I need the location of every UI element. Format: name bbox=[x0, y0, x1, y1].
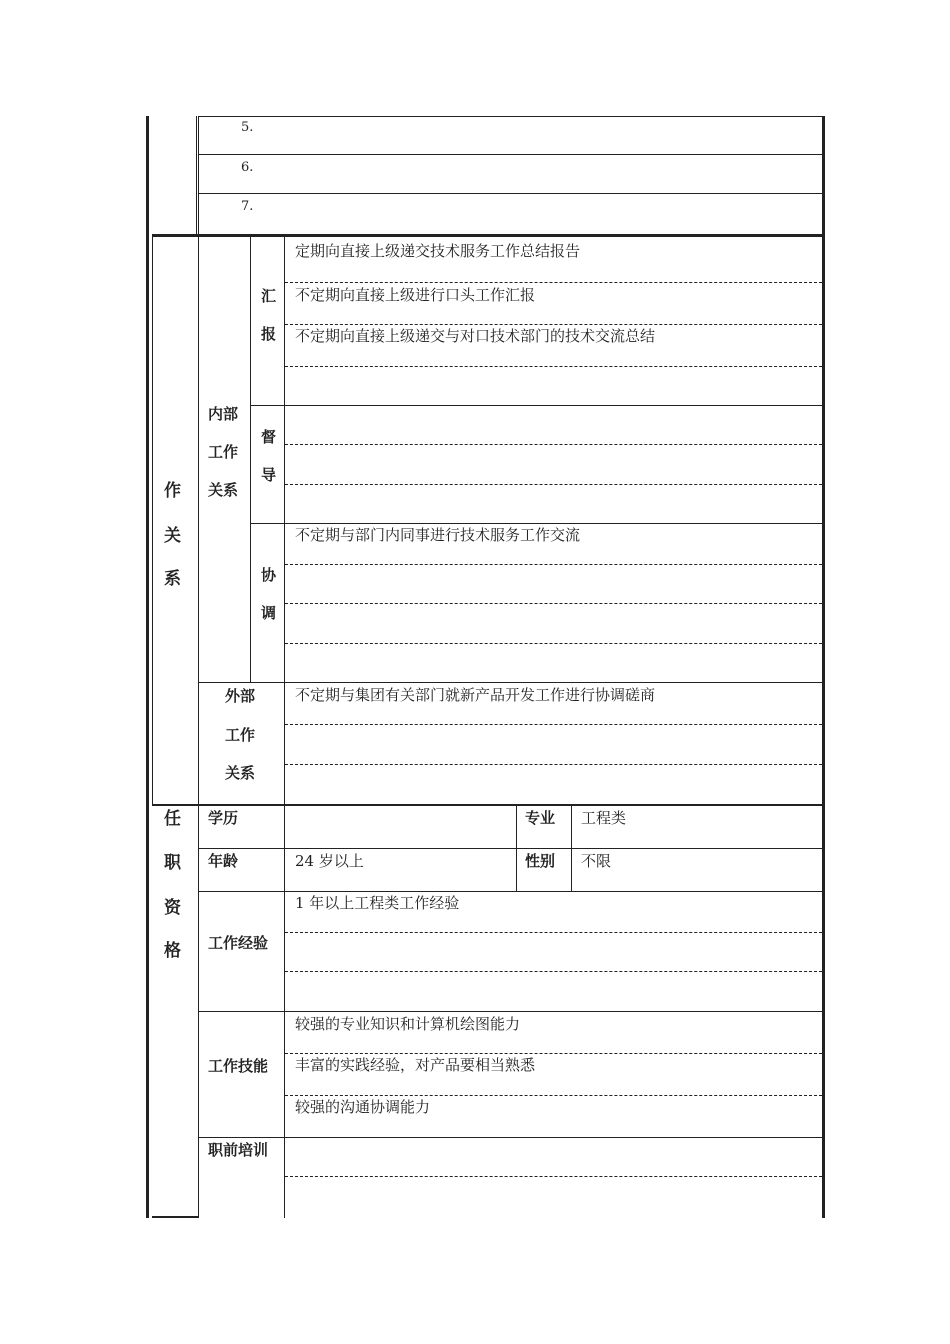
section-separator bbox=[152, 234, 822, 237]
external-relations-label: 外部 bbox=[225, 687, 256, 705]
internal-relations-label: 工作 bbox=[208, 443, 239, 461]
section-title-char: 关 bbox=[164, 526, 181, 546]
row-number-6: 6. bbox=[241, 160, 254, 175]
supervise-label: 督 bbox=[261, 428, 277, 446]
row-number-7: 7. bbox=[241, 199, 254, 214]
dashed-line bbox=[285, 1095, 822, 1096]
dashed-line bbox=[285, 971, 822, 972]
age-value: 24 岁以上 bbox=[295, 852, 364, 870]
coordinate-label: 协 bbox=[261, 566, 277, 584]
report-label: 报 bbox=[261, 325, 277, 343]
row-line bbox=[250, 405, 822, 406]
column-line bbox=[196, 116, 197, 236]
dashed-line bbox=[285, 932, 822, 933]
report-label: 汇 bbox=[261, 287, 277, 305]
internal-relations-label: 关系 bbox=[208, 481, 239, 499]
internal-relations-label: 内部 bbox=[208, 405, 239, 423]
gender-label: 性别 bbox=[525, 852, 556, 870]
right-border bbox=[822, 116, 825, 1218]
dashed-line bbox=[285, 643, 822, 644]
experience-item: 1 年以上工程类工作经验 bbox=[295, 894, 460, 912]
external-item: 不定期与集团有关部门就新产品开发工作进行协调磋商 bbox=[295, 686, 656, 704]
column-line bbox=[284, 236, 285, 1218]
row-line bbox=[199, 1011, 822, 1012]
skills-item: 较强的专业知识和计算机绘图能力 bbox=[295, 1015, 521, 1033]
major-label: 专业 bbox=[525, 809, 556, 827]
skills-item: 丰富的实践经验，对产品要相当熟悉 bbox=[295, 1056, 536, 1074]
left-border bbox=[146, 116, 149, 1218]
dashed-line bbox=[285, 603, 822, 604]
dashed-line bbox=[285, 724, 822, 725]
skills-item: 较强的沟通协调能力 bbox=[295, 1098, 431, 1116]
training-label: 职前培训 bbox=[208, 1141, 269, 1159]
dashed-line bbox=[285, 444, 822, 445]
dashed-line bbox=[285, 764, 822, 765]
column-line bbox=[571, 806, 572, 892]
bottom-line bbox=[152, 1216, 198, 1218]
external-relations-label: 工作 bbox=[225, 726, 256, 744]
section-title-char: 任 bbox=[164, 809, 181, 829]
section-separator bbox=[152, 804, 822, 806]
skills-label: 工作技能 bbox=[208, 1057, 269, 1075]
section-title-char: 资 bbox=[164, 898, 181, 918]
age-label: 年龄 bbox=[208, 852, 239, 870]
section-title-char: 系 bbox=[164, 569, 181, 589]
row-line bbox=[199, 891, 822, 892]
dashed-line bbox=[285, 1176, 822, 1177]
row-line bbox=[199, 682, 822, 683]
row-line bbox=[199, 848, 822, 849]
row-line bbox=[199, 193, 822, 194]
section-title-char: 格 bbox=[164, 941, 181, 961]
left-border-inner bbox=[152, 236, 153, 806]
coordinate-label: 调 bbox=[261, 604, 277, 622]
major-value: 工程类 bbox=[581, 809, 627, 827]
gender-value: 不限 bbox=[581, 852, 612, 870]
top-row-line bbox=[199, 116, 822, 117]
row-line bbox=[250, 523, 822, 524]
dashed-line bbox=[285, 484, 822, 485]
dashed-line bbox=[285, 282, 822, 283]
report-item: 定期向直接上级递交技术服务工作总结报告 bbox=[295, 242, 581, 260]
dashed-line bbox=[285, 564, 822, 565]
external-relations-label: 关系 bbox=[225, 764, 256, 782]
row-line bbox=[199, 1137, 822, 1138]
row-line bbox=[199, 154, 822, 155]
row-number-5: 5. bbox=[241, 120, 254, 135]
section-title-char: 作 bbox=[164, 481, 181, 501]
column-line bbox=[250, 236, 251, 682]
section-title-char: 职 bbox=[164, 853, 181, 873]
supervise-label: 导 bbox=[261, 466, 277, 484]
column-line bbox=[198, 116, 199, 1218]
report-item: 不定期向直接上级递交与对口技术部门的技术交流总结 bbox=[295, 327, 656, 345]
education-label: 学历 bbox=[208, 809, 239, 827]
experience-label: 工作经验 bbox=[208, 934, 269, 952]
coordinate-item: 不定期与部门内同事进行技术服务工作交流 bbox=[295, 526, 581, 544]
dashed-line bbox=[285, 1053, 822, 1054]
report-item: 不定期向直接上级进行口头工作汇报 bbox=[295, 286, 536, 304]
dashed-line bbox=[285, 324, 822, 325]
column-line bbox=[516, 806, 517, 892]
dashed-line bbox=[285, 366, 822, 367]
